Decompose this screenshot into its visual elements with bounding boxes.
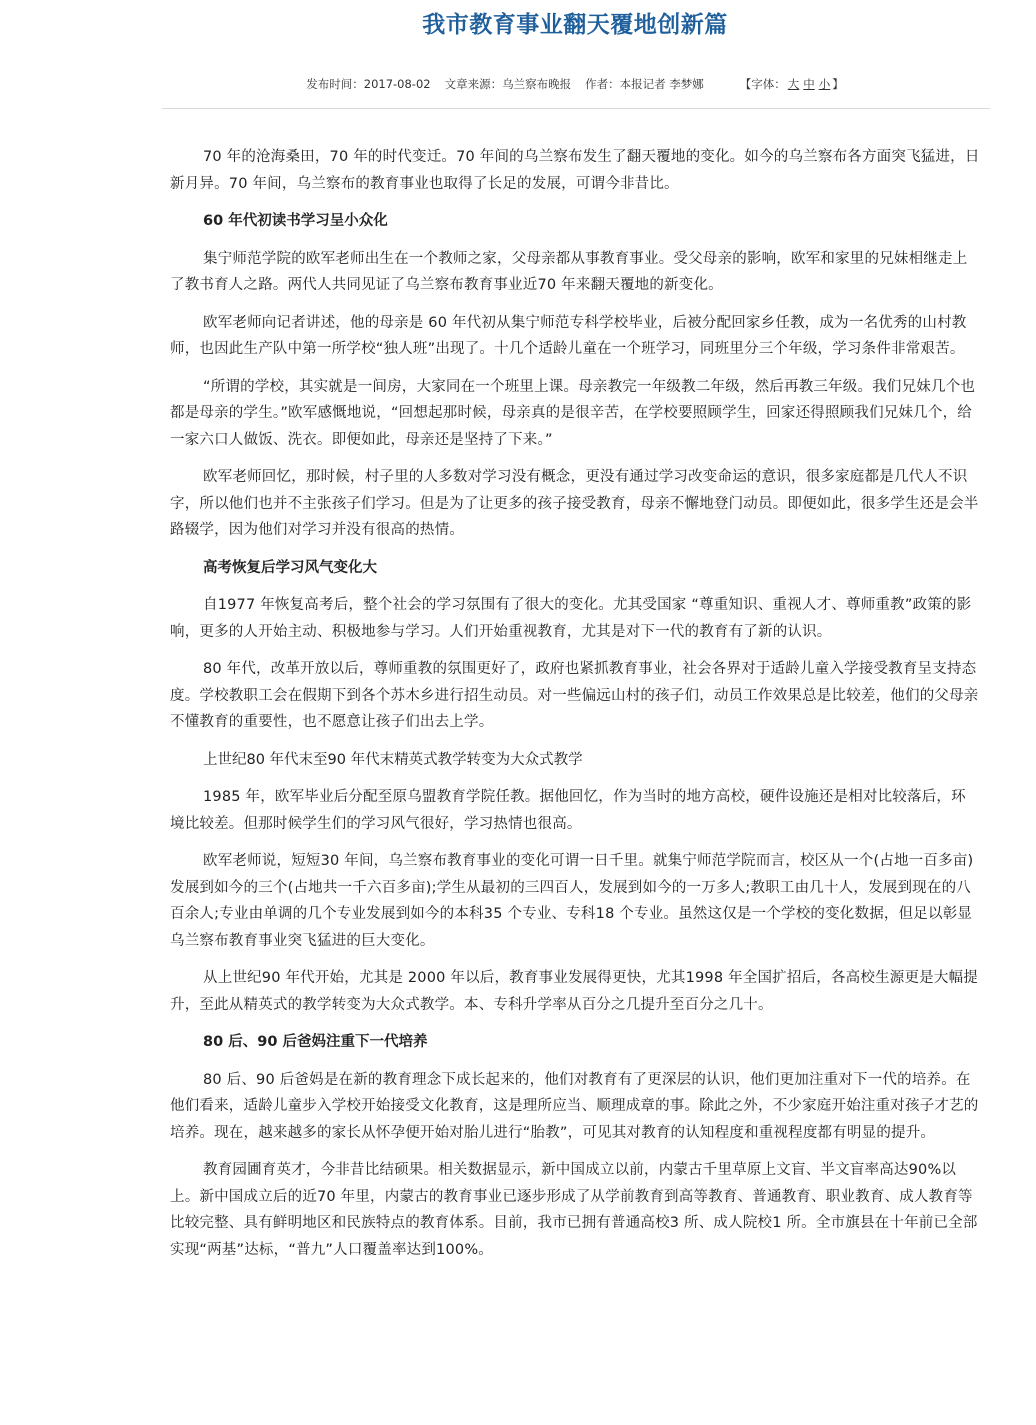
- section-heading: 80 后、90 后爸妈注重下一代培养: [203, 1034, 428, 1050]
- header-divider: [162, 108, 990, 109]
- font-size-label: 【字体：: [739, 77, 786, 91]
- article-body: [170, 144, 980, 1274]
- font-size-medium-link[interactable]: 中: [803, 77, 815, 91]
- paragraph: 80 年代，改革开放以后，尊师重教的氛围更好了，政府也紧抓教育事业，社会各界对于适龄儿童入学接受教育呈支持态度。学校教职工会在假期下到各个苏木乡进行招生动员。对一些偏远山村的孩子们，动员工作效果总是比较差，他们的父母亲不懂教育的重要性，也不愿意让孩子们出去上学。: [170, 661, 979, 730]
- article-source: 文章来源：乌兰察布晚报: [444, 77, 572, 91]
- paragraph: 集宁师范学院的欧军老师出生在一个教师之家，父母亲都从事教育事业。受父母亲的影响，欧军和家里的兄妹相继走上了教书育人之路。两代人共同见证了乌兰察布教育事业近70 年来翻天覆地的新变化。: [170, 250, 968, 293]
- font-size-large-link[interactable]: 大: [787, 77, 800, 91]
- section-heading: 高考恢复后学习风气变化大: [203, 559, 377, 576]
- font-size-small-link[interactable]: 小: [818, 77, 831, 91]
- paragraph: 欧军老师回忆，那时候，村子里的人多数对学习没有概念，更没有通过学习改变命运的意识，很多家庭都是几代人不识字，所以他们也并不主张孩子们学习。但是为了让更多的孩子接受教育，母亲不懈地登门动员。即便如此，很多学生还是会半路辍学，因为他们对学习并没有很高的热情。: [170, 469, 979, 538]
- publish-time: 发布时间：2017-08-02: [306, 77, 431, 91]
- article-meta: [160, 75, 990, 93]
- paragraph: 70 年的沧海桑田，70 年的时代变迁。70 年间的乌兰察布发生了翻天覆地的变化。如今的乌兰察布各方面突飞猛进，日新月异。70 年间，乌兰察布的教育事业也取得了长足的发展，可谓今非昔比。: [170, 149, 980, 192]
- paragraph: “所谓的学校，其实就是一间房，大家同在一个班里上课。母亲教完一年级教二年级，然后再教三年级。我们兄妹几个也都是母亲的学生。”欧军感慨地说，“回想起那时候，母亲真的是很辛苦，在学校要照顾学生，回家还得照顾我们兄妹几个，给一家六口人做饭、洗衣。即便如此，母亲还是坚持了下来。”: [170, 378, 976, 448]
- paragraph: 自1977 年恢复高考后，整个社会的学习氛围有了很大的变化。尤其受国家 “尊重知识、重视人才、尊师重教”政策的影响，更多的人开始主动、积极地参与学习。人们开始重视教育，尤其是对下一代的教育有了新的认识。: [170, 597, 972, 640]
- section-heading: 60 年代初读书学习呈小众化: [203, 213, 388, 229]
- paragraph: 欧军老师向记者讲述，他的母亲是 60 年代初从集宁师范专科学校毕业，后被分配回家乡任教，成为一名优秀的山村教师，也因此生产队中第一所学校“独人班”出现了。十几个适龄儿童在一个班学习，同班里分三个年级，学习条件非常艰苦。: [170, 314, 967, 357]
- article-title: 我市教育事业翻天覆地创新篇: [422, 12, 728, 38]
- paragraph: 教育园圃育英才，今非昔比结硕果。相关数据显示，新中国成立以前，内蒙古千里草原上文盲、半文盲率高达90%以上。新中国成立后的近70 年里，内蒙古的教育事业已逐步形成了从学前教育到高等教育、普通教育、职业教育、成人教育等比较完整、具有鲜明地区和民族特点的教育体系。目前，我市已拥有普通高校3 所、成人院校1 所。全市旗县在十年前已全部实现“两基”达标，“普九”人口覆盖率达到100%。: [170, 1162, 978, 1258]
- paragraph: 从上世纪90 年代开始，尤其是 2000 年以后，教育事业发展得更快，尤其1998 年全国扩招后，各高校生源更是大幅提升，至此从精英式的教学转变为大众式教学。本、专科升学率从百分之几提升至百分之几十。: [170, 970, 978, 1013]
- paragraph: 1985 年，欧军毕业后分配至原乌盟教育学院任教。据他回忆，作为当时的地方高校，硬件设施还是相对比较落后，环境比较差。但那时候学生们的学习风气很好，学习热情也很高。: [170, 789, 966, 832]
- font-size-label-end: 】: [832, 77, 844, 91]
- section-heading: 上世纪80 年代末至90 年代末精英式教学转变为大众式教学: [203, 751, 583, 768]
- article-author: 作者：本报记者 李梦娜: [585, 77, 704, 91]
- paragraph: 80 后、90 后爸妈是在新的教育理念下成长起来的，他们对教育有了更深层的认识，他们更加注重对下一代的培养。在他们看来，适龄儿童步入学校开始接受文化教育，这是理所应当、顺理成章的事。除此之外，不少家庭开始注重对孩子才艺的培养。现在，越来越多的家长从怀孕便开始对胎儿进行“胎教”，可见其对教育的认知程度和重视程度都有明显的提升。: [170, 1071, 979, 1141]
- paragraph: 欧军老师说，短短30 年间，乌兰察布教育事业的变化可谓一日千里。就集宁师范学院而言，校区从一个(占地一百多亩)发展到如今的三个(占地共一千六百多亩);学生从最初的三四百人，发展到如今的一万多人;教职工由几十人，发展到现在的八百余人;专业由单调的几个专业发展到如今的本科35 个专业、专科18 个专业。虽然这仅是一个学校的变化数据，但足以彰显乌兰察布教育事业突飞猛进的巨大变化。: [170, 853, 974, 949]
